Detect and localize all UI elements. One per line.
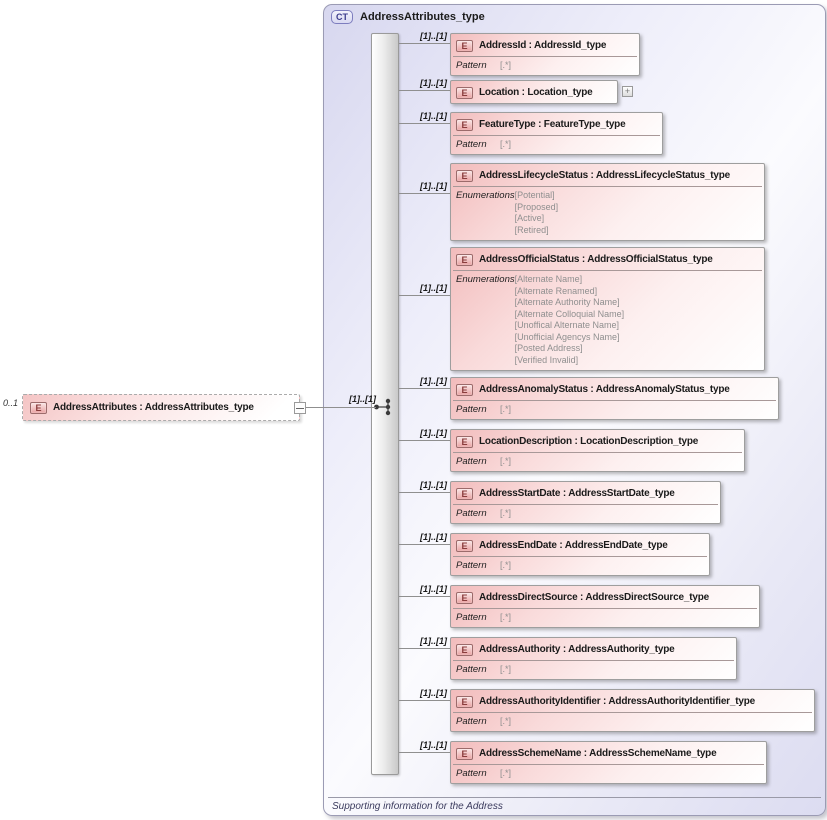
facet-label: Enumerations	[456, 190, 515, 201]
element-icon: E	[456, 696, 473, 708]
enum-value: [Unoffical Alternate Name]	[514, 320, 620, 330]
footer-annotation: Supporting information for the Address	[332, 801, 503, 812]
facet-label: Pattern	[456, 612, 487, 623]
facet-value: [.*]	[500, 560, 512, 570]
facet-value: [.*]	[500, 60, 512, 70]
connector-line	[399, 90, 450, 91]
root-collapse-handle[interactable]	[294, 402, 306, 414]
element-icon: E	[456, 119, 473, 131]
enum-value: [Unofficial Agencys Name]	[514, 331, 620, 342]
connector-line	[399, 123, 450, 124]
facet-label: Pattern	[456, 508, 487, 519]
occurs-label: [1]..[1]	[420, 584, 447, 594]
enum-value: [Alternate Name]	[514, 274, 583, 284]
facet-value: [.*]	[500, 456, 512, 466]
element-label: AddressSchemeName : AddressSchemeName_type	[479, 748, 717, 759]
element-box-address-end-date[interactable]	[450, 533, 710, 576]
facet-value: [.*]	[500, 508, 512, 518]
element-icon: E	[456, 436, 473, 448]
connector-line	[399, 544, 450, 545]
element-icon: E	[456, 87, 473, 99]
enum-value: [Potential]	[514, 190, 555, 200]
element-box-address-direct-source[interactable]	[450, 585, 760, 628]
root-element-box[interactable]	[22, 394, 300, 421]
facet-value: [.*]	[500, 768, 512, 778]
element-label: AddressEndDate : AddressEndDate_type	[479, 540, 668, 551]
element-box-address-anomaly-status[interactable]	[450, 377, 779, 420]
facet-label: Pattern	[456, 139, 487, 150]
connector-line	[399, 648, 450, 649]
element-label: AddressLifecycleStatus : AddressLifecycleStatus_type	[479, 170, 730, 181]
facet-label: Pattern	[456, 60, 487, 71]
connector-line	[399, 388, 450, 389]
connector-line	[399, 295, 450, 296]
element-box-address-start-date[interactable]	[450, 481, 721, 524]
occurs-label: [1]..[1]	[420, 740, 447, 750]
element-box-address-lifecycle-status[interactable]	[450, 163, 765, 241]
enum-value: [Posted Address]	[514, 343, 583, 353]
root-cardinality-label: 0..1	[3, 398, 19, 408]
element-label: LocationDescription : LocationDescription_type	[479, 436, 699, 447]
occurs-label: [1]..[1]	[420, 283, 447, 293]
element-box-feature-type[interactable]	[450, 112, 663, 155]
occurs-label: [1]..[1]	[420, 428, 447, 438]
connector-line	[399, 440, 450, 441]
occurs-label: [1]..[1]	[420, 636, 447, 646]
occurs-label: [1]..[1]	[420, 31, 447, 41]
complex-type-header	[331, 10, 485, 24]
occurs-label: [1]..[1]	[420, 111, 447, 121]
element-label: AddressId : AddressId_type	[479, 40, 607, 51]
occurs-label: [1]..[1]	[420, 376, 447, 386]
footer-divider	[328, 797, 821, 798]
element-icon: E	[456, 488, 473, 500]
element-icon: E	[30, 402, 47, 414]
element-icon: E	[456, 592, 473, 604]
occurs-label: [1]..[1]	[420, 688, 447, 698]
element-label: AddressAuthority : AddressAuthority_type	[479, 644, 675, 655]
element-icon: E	[456, 254, 473, 266]
root-element-label: AddressAttributes : AddressAttributes_type	[53, 402, 254, 413]
facet-value: [.*]	[500, 404, 512, 414]
complex-type-icon: CT	[331, 10, 353, 24]
connector-line	[399, 700, 450, 701]
element-box-location[interactable]	[450, 80, 631, 104]
facet-label: Pattern	[456, 404, 487, 415]
enum-value: [Proposed]	[514, 201, 559, 212]
connector-line	[399, 43, 450, 44]
facet-value: [.*]	[500, 612, 512, 622]
enumeration-list	[515, 274, 625, 366]
enum-value: [Alternate Renamed]	[514, 285, 598, 296]
element-box-address-scheme-name[interactable]	[450, 741, 767, 784]
occurs-label: [1]..[1]	[420, 181, 447, 191]
connector-line	[399, 752, 450, 753]
element-label: Location : Location_type	[479, 87, 593, 98]
element-label: AddressAuthorityIdentifier : AddressAuthorityIdentifier_type	[479, 696, 755, 707]
enumeration-list	[515, 190, 559, 236]
facet-label: Pattern	[456, 768, 487, 779]
facet-value: [.*]	[500, 664, 512, 674]
occurs-label: [1]..[1]	[420, 480, 447, 490]
element-label: AddressAnomalyStatus : AddressAnomalyStatus_type	[479, 384, 730, 395]
expand-icon[interactable]: +	[622, 86, 633, 97]
element-box-address-authority-identifier[interactable]	[450, 689, 815, 732]
facet-value: [.*]	[500, 716, 512, 726]
facet-label: Pattern	[456, 664, 487, 675]
element-label: FeatureType : FeatureType_type	[479, 119, 626, 130]
occurs-label: [1]..[1]	[420, 532, 447, 542]
element-box-location-description[interactable]	[450, 429, 745, 472]
element-label: AddressStartDate : AddressStartDate_type	[479, 488, 675, 499]
element-icon: E	[456, 40, 473, 52]
root-occurs-label: [1]..[1]	[349, 394, 376, 404]
facet-label: Pattern	[456, 456, 487, 467]
root-connector-line	[306, 407, 376, 408]
facet-label: Enumerations	[456, 274, 515, 285]
facet-label: Pattern	[456, 560, 487, 571]
element-icon: E	[456, 384, 473, 396]
connector-line	[399, 596, 450, 597]
element-icon: E	[456, 540, 473, 552]
connector-line	[399, 193, 450, 194]
enum-value: [Alternate Authority Name]	[514, 297, 620, 307]
sequence-icon[interactable]	[373, 398, 397, 416]
facet-label: Pattern	[456, 716, 487, 727]
element-icon: E	[456, 748, 473, 760]
enum-value: [Verified Invalid]	[514, 354, 579, 365]
minus-icon	[296, 408, 304, 409]
facet-value: [.*]	[500, 139, 512, 149]
element-box-address-authority[interactable]	[450, 637, 737, 680]
enum-value: [Active]	[514, 213, 545, 223]
element-label: AddressDirectSource : AddressDirectSource_type	[479, 592, 709, 603]
occurs-label: [1]..[1]	[420, 78, 447, 88]
element-label: AddressOfficialStatus : AddressOfficialStatus_type	[479, 254, 713, 265]
connector-line	[399, 492, 450, 493]
element-icon: E	[456, 644, 473, 656]
element-box-address-official-status[interactable]	[450, 247, 765, 371]
element-box-address-id[interactable]	[450, 33, 640, 76]
enum-value: [Alternate Colloquial Name]	[514, 308, 625, 319]
enum-value: [Retired]	[514, 224, 549, 235]
complex-type-title: AddressAttributes_type	[360, 11, 485, 23]
element-icon: E	[456, 170, 473, 182]
